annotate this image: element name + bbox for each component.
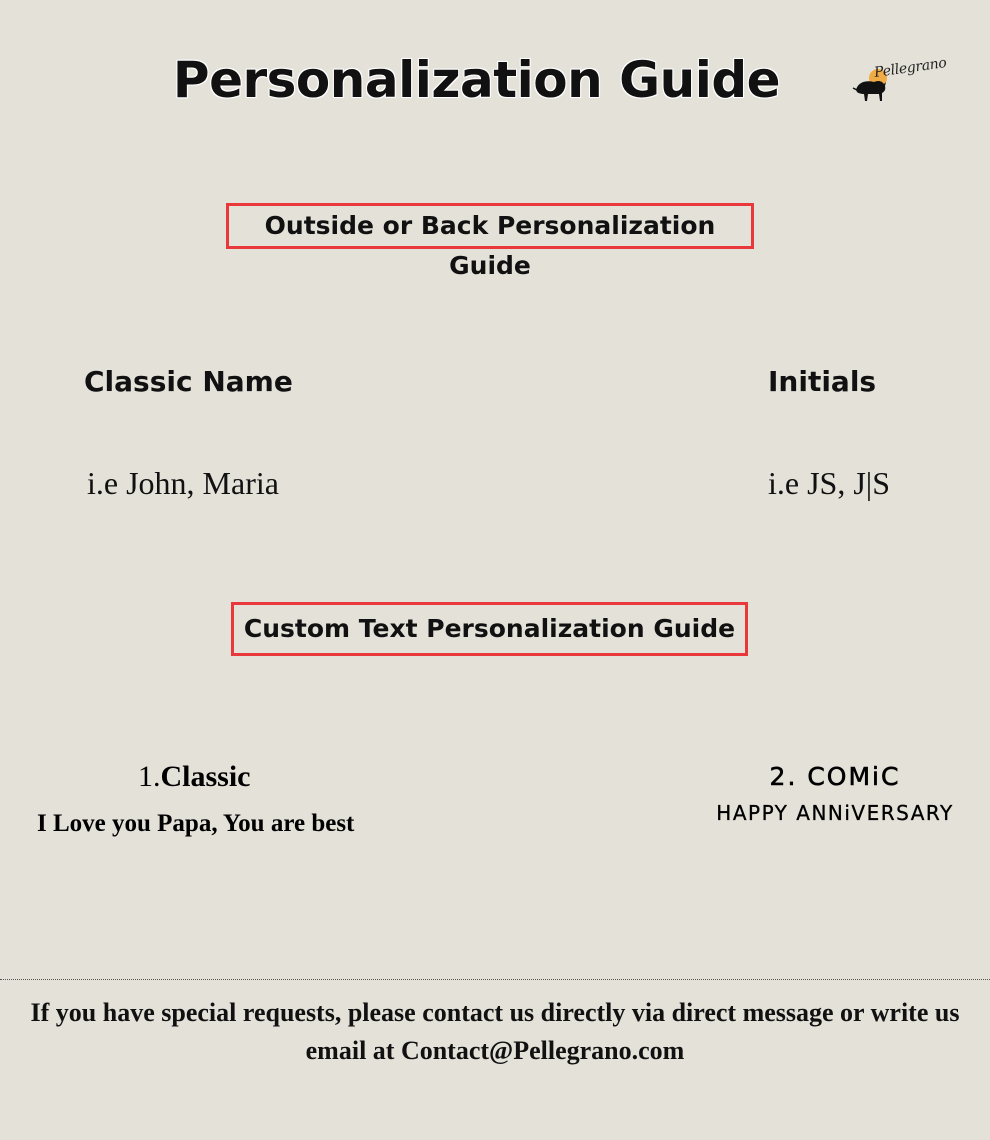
contact-note: [0, 994, 990, 1070]
classic-name-example: i.e John, Maria: [87, 465, 279, 501]
classic-name-label: Classic Name: [84, 365, 293, 398]
classic-style-number: 1.: [138, 760, 161, 793]
classic-style-name: Classic: [160, 760, 251, 793]
initials-label: Initials: [768, 365, 877, 398]
initials-example: i.e JS, J|S: [768, 465, 890, 501]
contact-line-1: If you have special requests, please contact us directly via direct message or write us: [30, 998, 960, 1027]
comic-style-title: 2. COMiC: [769, 762, 901, 791]
comic-style-sample: HAPPY ANNiVERSARY: [716, 801, 954, 825]
brand-name: Pellegrano: [873, 55, 948, 81]
outside-guide-heading: Outside or Back Personalization Guide: [226, 203, 754, 249]
footer-divider: [0, 979, 990, 980]
classic-style-title: [138, 758, 251, 796]
contact-line-2: email at Contact@Pellegrano.com: [305, 1036, 685, 1065]
brand-logo: [852, 55, 952, 104]
classic-style-sample: I Love you Papa, You are best: [37, 810, 355, 837]
page-title: Personalization Guide: [172, 51, 781, 109]
custom-text-guide-heading: Custom Text Personalization Guide: [231, 602, 748, 656]
